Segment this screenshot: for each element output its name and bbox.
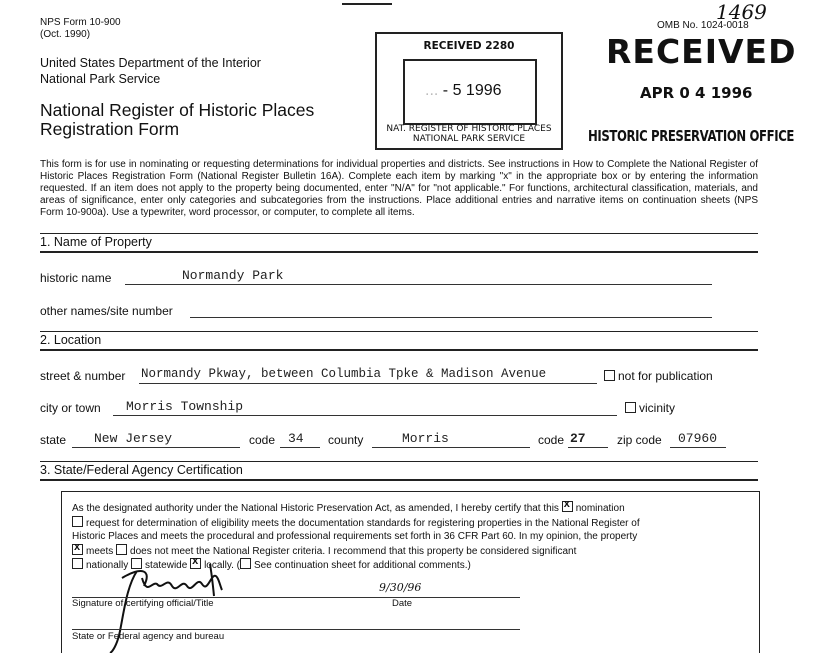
agency-label: State or Federal agency and bureau (72, 631, 225, 642)
zip-value: 07960 (678, 431, 718, 446)
not-for-publication-checkbox[interactable] (604, 370, 615, 381)
form-title-line2: Registration Form (40, 119, 180, 139)
not-for-publication-option[interactable] (604, 369, 713, 383)
state-code-label: code (249, 433, 276, 447)
service: National Park Service (40, 72, 161, 86)
request-determination-checkbox[interactable] (72, 516, 83, 527)
stamp-footer-line1: NAT. REGISTER OF HISTORIC PLACES (386, 124, 552, 134)
state-code-value: 34 (288, 431, 304, 446)
state-code-field[interactable] (280, 431, 320, 448)
section1-top-rule (40, 233, 758, 234)
not-for-publication-label: not for publication (618, 369, 713, 383)
section3-bottom-rule (40, 479, 758, 481)
city-value: Morris Township (126, 399, 244, 414)
omb-number: OMB No. 1024-0018 (657, 20, 749, 31)
certification-box (61, 491, 760, 653)
form-date: (Oct. 1990) (40, 29, 91, 40)
handwritten-ref: 1469 (716, 0, 767, 24)
county-code-value: 27 (570, 431, 586, 446)
cert-line-5: nationally statewide x locally. ( See continuation sheet for additional comments.) (72, 558, 752, 573)
historic-name-label: historic name (40, 271, 112, 285)
does-not-meet-checkbox[interactable] (116, 544, 127, 555)
county-code-field[interactable] (568, 431, 608, 448)
stamp-footer (377, 124, 561, 144)
instructions: This form is for use in nominating or requesting determinations for individual properties and districts. See instructions in How to Complete the National Register of Historic Places Registration Form (National Register Bulletin 16A). Complete each item by marking "x" in the appropriate box or by entering the information requested. If an item does not apply to the property being documented, enter "N/A" for "not applicable." For functions, architectural classification, materials, and areas of significance, enter only categories and subcategories from the instructions. Place additional entries and narrative items on continuation sheets (NPS Form 10-900a). Use a typewriter, word processor, or computer, to complete all items. (40, 159, 758, 218)
department: United States Department of the Interior (40, 56, 261, 70)
received-stamp-date: APR 0 4 1996 (640, 84, 753, 102)
section2-top-rule (40, 331, 758, 332)
meets-checkbox[interactable] (72, 544, 83, 555)
state-field[interactable] (72, 431, 240, 448)
signature-label: Signature of certifying official/Title (72, 598, 214, 609)
form-number: NPS Form 10-900 (40, 17, 121, 28)
agency-line[interactable] (72, 628, 520, 630)
section1-heading: 1. Name of Property (40, 235, 152, 249)
historic-name-value: Normandy Park (182, 268, 284, 283)
zip-field[interactable] (670, 431, 726, 448)
section2-heading: 2. Location (40, 333, 102, 347)
top-mark (342, 3, 392, 5)
stamp-received-label: RECEIVED 2280 (423, 40, 515, 52)
stamp-inner-box (403, 59, 537, 125)
state-label: state (40, 433, 67, 447)
stamp-footer-line2: NATIONAL PARK SERVICE (412, 134, 526, 144)
zip-label: zip code (617, 433, 662, 447)
received-stamp-office: HISTORIC PRESERVATION OFFICE (588, 127, 795, 145)
state-value: New Jersey (94, 431, 173, 446)
stamp-date: ... - 5 1996 (425, 82, 502, 99)
form-title (40, 101, 314, 139)
other-names-field[interactable] (190, 301, 712, 318)
cert-line-2: request for determination of eligibility meets the documentation standards for registering properties in the National Register of (72, 516, 752, 531)
vicinity-checkbox[interactable] (625, 402, 636, 413)
historic-name-field[interactable] (125, 268, 712, 285)
cert-line-4: xmeets does not meet the National Register criteria. I recommend that this property be considered significant (72, 544, 752, 559)
date-value: 9/30/96 (379, 581, 422, 594)
cert-line-3: Historic Places and meets the procedural and professional requirements set forth in 36 CFR Part 60. In my opinion, the property (72, 531, 638, 542)
street-field[interactable] (139, 367, 597, 384)
cert-line-1: As the designated authority under the National Historic Preservation Act, as amended, I hereby certify that this x nomination (72, 501, 752, 516)
street-value: Normandy Pkway, between Columbia Tpke & Madison Avenue (141, 367, 547, 381)
received-stamp-title: RECEIVED (606, 32, 797, 71)
city-field[interactable] (113, 399, 617, 416)
nomination-checkbox[interactable] (562, 501, 573, 512)
vicinity-label: vicinity (639, 401, 676, 415)
form-title-line1: National Register of Historic Places (40, 100, 315, 120)
vicinity-option[interactable] (625, 401, 675, 415)
county-field[interactable] (372, 431, 530, 448)
other-names-label: other names/site number (40, 304, 173, 318)
section3-heading: 3. State/Federal Agency Certification (40, 463, 243, 477)
street-label: street & number (40, 369, 126, 383)
city-label: city or town (40, 401, 101, 415)
section3-top-rule (40, 461, 758, 462)
county-value: Morris (402, 431, 449, 446)
received-stamp-box (375, 32, 563, 150)
date-label: Date (392, 598, 413, 609)
section1-bottom-rule (40, 251, 758, 253)
county-label: county (328, 433, 364, 447)
county-code-label: code (538, 433, 565, 447)
section2-bottom-rule (40, 349, 758, 351)
